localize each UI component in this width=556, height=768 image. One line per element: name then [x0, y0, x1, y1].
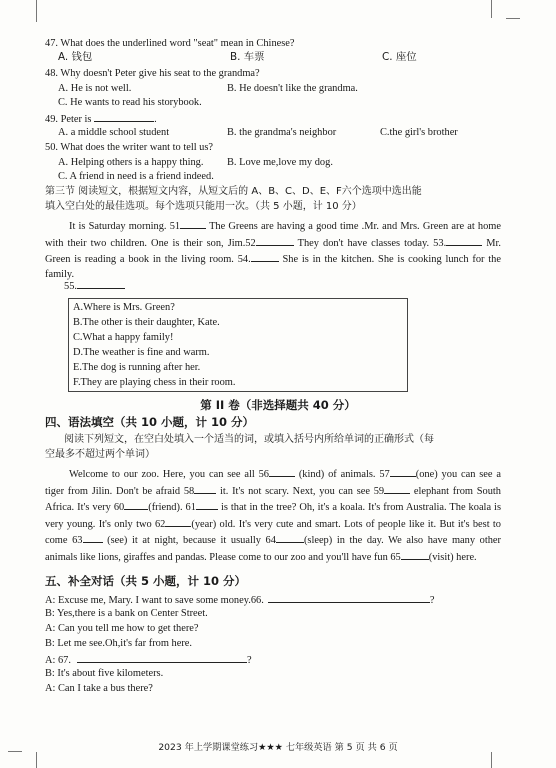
section4-title: 四、语法填空（共 10 小题，计 10 分）	[45, 415, 255, 429]
q49-blank[interactable]	[94, 111, 154, 122]
dialog-line-5	[45, 652, 252, 667]
blank-59[interactable]	[384, 483, 410, 494]
passage-text: giraffes and pandas. Please come to our zoo and you'll have fun 65	[123, 551, 401, 563]
passage-text: Oh, it's a koala. It's from Australia. The koala is very young. It's only two 62	[45, 502, 501, 530]
dialog-line-2: B: Yes,there is a bank on Center Street.	[45, 608, 208, 619]
q49-option-c: C.the girl's brother	[380, 127, 458, 138]
dialog-line-7: A: Can I take a bus there?	[45, 683, 153, 694]
blank-63[interactable]	[83, 532, 103, 543]
crop-mark-top-right-h	[506, 18, 520, 19]
blank-66[interactable]	[268, 592, 430, 603]
blank-58[interactable]	[194, 483, 216, 494]
q50-option-b: B. Love me,love my dog.	[227, 157, 333, 168]
passage-text: it. It's not scary. Next, you can	[219, 485, 353, 497]
section4-passage	[45, 466, 501, 566]
question-47: 47. What does the underlined word "seat" mean in Chinese?	[45, 38, 295, 49]
passage-text: The Greens are having a good time .Mr. and Mrs. Green are at home with their two children. One is their son, Jim.52	[45, 221, 501, 249]
blank-56[interactable]	[269, 466, 295, 477]
passage-text: because it usually 64	[183, 535, 276, 547]
question-mark: ?	[246, 655, 252, 666]
box-option-b: B.The other is their daughter, Kate.	[73, 317, 220, 328]
q48-option-b: B. He doesn't like the grandma.	[227, 83, 358, 94]
blank-57[interactable]	[390, 466, 416, 477]
q48-option-c: C. He wants to read his storybook.	[58, 97, 202, 108]
passage-text: is that in the tree?	[220, 502, 297, 514]
box-option-a: A.Where is Mrs. Green?	[73, 302, 175, 313]
passage-text: (kind) of animals. 57	[298, 469, 390, 480]
q49-option-b: B. the grandma's neighbor	[227, 127, 337, 138]
blank-53[interactable]	[446, 235, 482, 246]
passage-text: They don't have classes today. 53.	[297, 237, 447, 249]
crop-mark-bottom-left	[22, 752, 37, 768]
passage-text: (one)	[415, 469, 438, 480]
blank-60[interactable]	[124, 499, 148, 510]
section3-instruction-2: 填入空白处的最佳选项。每个选项只能用一次。（共 5 小题，计 10 分）	[45, 201, 362, 212]
blank-61[interactable]	[196, 499, 218, 510]
part2-title: 第 II 卷（非选择题共 40 分）	[200, 398, 356, 412]
dialog-line-3: A: Can you tell me how to get there?	[45, 623, 199, 634]
passage-text: see 59	[356, 485, 385, 497]
question-49: 49. Peter is .	[45, 111, 157, 126]
q49-option-a: A. a middle school student	[58, 127, 170, 138]
q48-option-a: A. He is not well.	[58, 83, 132, 94]
passage-text: It is Saturday morning. 51	[69, 221, 181, 232]
blank-55[interactable]	[77, 278, 125, 289]
box-option-f: F.They are playing chess in their room.	[73, 377, 236, 388]
q50-option-c: C. A friend in need is a friend indeed.	[58, 171, 214, 182]
passage-text: Welcome to our zoo. Here, you can see all 56	[69, 469, 269, 480]
blank-65[interactable]	[401, 549, 429, 560]
question-mark: ?	[429, 595, 435, 606]
dialog-line-4: B: Let me see.Oh,it's far from here.	[45, 638, 193, 649]
dialog-text: A: Excuse me, Mary. I want to save some money.66.	[45, 595, 264, 606]
passage-text: (visit) here.	[428, 551, 477, 563]
passage-text: It's very cute and smart. Lots of people like it. But it's best to come 63	[45, 518, 501, 547]
passage-text: Mr. Green is reading a book in the living room. 54.	[45, 237, 501, 266]
options-box	[68, 298, 408, 392]
blank-55-line	[64, 278, 125, 293]
q47-option-c: C. 座位	[382, 51, 417, 63]
section3-passage	[45, 218, 501, 282]
question-49-text: 49. Peter is	[45, 114, 92, 125]
passage-text: (see) it at night,	[107, 535, 179, 547]
box-option-e: E.The dog is running after her.	[73, 362, 201, 373]
box-option-c: C.What a happy family!	[73, 332, 174, 343]
blank-51[interactable]	[180, 218, 206, 229]
passage-text: 55.	[64, 281, 77, 292]
dialog-line-6: B: It's about five kilometers.	[45, 668, 164, 679]
passage-text: (sleep) in the day. We also have many other animals like lions,	[45, 535, 501, 563]
blank-64[interactable]	[276, 532, 304, 543]
q47-option-b: B. 车票	[230, 51, 265, 63]
q50-option-a: A. Helping others is a happy thing.	[58, 157, 204, 168]
passage-text: (year) old.	[191, 518, 236, 530]
section3-instruction-1: 第三节 阅读短文，根据短文内容，从短文后的 A、B、C、D、E、F六个选项中选出能	[45, 186, 422, 197]
section4-instruction-2: 空最多不超过两个单词）	[45, 449, 155, 460]
section5-title: 五、补全对话（共 5 小题，计 10 分）	[45, 574, 247, 588]
passage-text: you can see a tiger from Jilin. Don't be afraid 58	[45, 469, 501, 497]
section4-instruction-1: 阅读下列短文，在空白处填入一个适当的词，或填入括号内所给单词的正确形式（每	[64, 434, 434, 445]
crop-mark-bottom-right	[491, 752, 506, 768]
passage-text: (friend). 61	[148, 502, 196, 514]
page-footer: 2023 年上学期课堂练习★★★ 七年级英语 第 5 页 共 6 页	[158, 742, 398, 753]
blank-52[interactable]	[256, 235, 294, 246]
passage-text: She is in the kitchen. She is cooking lunch for the family.	[45, 254, 501, 280]
dialog-line-1	[45, 592, 434, 607]
dialog-text: A: 67.	[45, 655, 71, 666]
blank-62[interactable]	[165, 516, 191, 527]
question-50: 50. What does the writer want to tell us?	[45, 142, 214, 153]
q47-option-a: A. 钱包	[58, 51, 93, 63]
passage-text: elephant from South Africa. It's very 60	[45, 485, 501, 514]
crop-mark-top-right	[491, 0, 506, 18]
question-48: 48. Why doesn't Peter give his seat to the grandma?	[45, 68, 260, 79]
blank-67[interactable]	[77, 652, 247, 663]
box-option-d: D.The weather is fine and warm.	[73, 347, 210, 358]
crop-mark-top-left	[22, 0, 37, 22]
blank-54[interactable]	[251, 251, 279, 262]
